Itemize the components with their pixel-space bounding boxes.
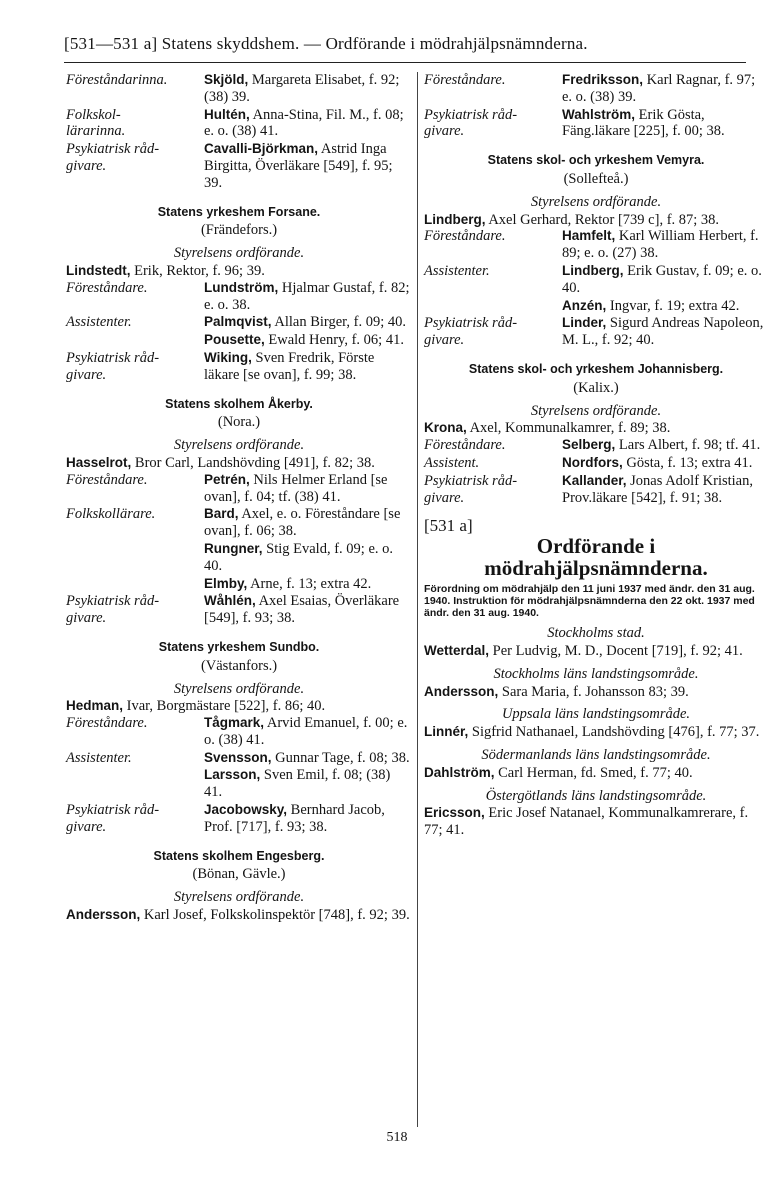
- person-name: Wetterdal,: [424, 642, 490, 658]
- person-name: Andersson,: [66, 907, 141, 923]
- person-details: Astrid Inga Birgitta, Överläkare [549], f. 95; 39.: [204, 141, 393, 191]
- person-details: Erik Gösta, Fäng.läkare [225], f. 00; 38.: [562, 106, 725, 140]
- chair-entry: [66, 698, 412, 715]
- person-details: Sigfrid Nathanael, Landshövding [476], f. 77; 37.: [468, 724, 760, 741]
- person-entry: [204, 715, 412, 749]
- role-label: [424, 315, 562, 349]
- person-name: Rungner,: [204, 540, 263, 556]
- person-details: Nils Helmer Erland [se ovan], f. 04; tf. (38) 41.: [204, 471, 388, 505]
- role-line: givare.: [424, 489, 465, 506]
- regulation-note: Förordning om mödrahjälp den 11 juni 1937 med ändr. den 31 aug. 1940. Instruktion för mödrahjälpsnämnderna den 22 okt. 1937 med ändr. den 31 aug. 1940.: [424, 583, 755, 620]
- role-label: [66, 506, 204, 540]
- person-details: Allan Birger, f. 09; 40.: [271, 314, 407, 331]
- role-line: Assistent.: [424, 454, 480, 471]
- entry-row: [66, 506, 412, 540]
- entry-row: [66, 141, 412, 191]
- chair-entry: [424, 684, 768, 701]
- role-line: Psykiatrisk råd-: [424, 106, 518, 123]
- person-entry: [562, 473, 768, 507]
- person-entry: [562, 455, 768, 472]
- role-line: Psykiatrisk råd-: [424, 315, 518, 332]
- role-line: Folkskollärare.: [66, 506, 156, 523]
- entry-row: [66, 750, 412, 767]
- person-name: Selberg,: [562, 437, 616, 453]
- person-entry: [204, 332, 412, 349]
- role-label: [66, 576, 204, 593]
- person-details: Karl Josef, Folkskolinspektör [748], f. 92; 39.: [140, 907, 410, 924]
- role-line: givare.: [66, 157, 107, 174]
- role-line: givare.: [66, 818, 107, 835]
- role-label: [66, 280, 204, 314]
- person-name: Lundström,: [204, 279, 279, 295]
- person-details: Per Ludvig, M. D., Docent [719], f. 92; 41.: [489, 642, 743, 659]
- person-entry: [562, 72, 768, 106]
- institution-heading: Statens yrkeshem Sundbo.: [158, 639, 320, 654]
- person-name: Tågmark,: [204, 715, 265, 731]
- entry-row: [424, 263, 768, 297]
- role-label: [424, 263, 562, 297]
- entry-row: [424, 72, 768, 106]
- person-entry: [204, 141, 412, 191]
- person-name: Lindberg,: [424, 211, 486, 227]
- person-details: Stig Evald, f. 09; e. o. 40.: [204, 540, 394, 574]
- person-details: Anna-Stina, Fil. M., f. 08; e. o. (38) 41.: [204, 106, 404, 140]
- entry-row: [66, 472, 412, 506]
- role-line: Föreståndare.: [66, 715, 148, 732]
- role-line: Föreståndare.: [424, 72, 506, 88]
- chair-entry: [424, 724, 768, 741]
- person-name: Bard,: [204, 506, 239, 522]
- person-entry: [204, 314, 412, 331]
- role-label: [424, 228, 562, 262]
- person-name: Linnér,: [424, 724, 469, 740]
- entry-row: [66, 332, 412, 349]
- person-details: Ingvar, f. 19; extra 42.: [606, 297, 740, 314]
- person-entry: [204, 472, 412, 506]
- institution-heading: Statens skol- och yrkeshem Vemyra.: [487, 153, 705, 168]
- entry-row: [66, 802, 412, 836]
- role-label: [66, 593, 204, 627]
- board-chair-heading: Styrelsens ordförande.: [530, 193, 662, 210]
- person-details: Gunnar Tage, f. 08; 38.: [271, 749, 410, 766]
- role-label: [424, 455, 562, 472]
- role-label: [66, 107, 204, 141]
- person-name: Palmqvist,: [204, 314, 272, 330]
- entry-row: [66, 280, 412, 314]
- role-label: [424, 107, 562, 141]
- role-label: [66, 715, 204, 749]
- entry-row: [424, 298, 768, 315]
- institution-heading: Statens skolhem Engesberg.: [153, 848, 325, 863]
- chair-entry: [424, 643, 768, 660]
- person-entry: [204, 107, 412, 141]
- role-line: Föreståndare.: [424, 437, 506, 454]
- role-line: Föreståndare.: [66, 279, 148, 296]
- person-name: Fredriksson,: [562, 72, 644, 87]
- person-name: Nordfors,: [562, 454, 623, 470]
- person-details: Bernhard Jacob, Prof. [717], f. 93; 38.: [204, 802, 385, 835]
- role-label: [424, 298, 562, 315]
- role-line: Assistenter.: [66, 314, 132, 331]
- person-entry: [204, 541, 412, 575]
- role-line: Assistenter.: [424, 262, 490, 279]
- section-number: [531 a]: [424, 516, 473, 536]
- person-details: Axel Gerhard, Rektor [739 c], f. 87; 38.: [485, 211, 720, 228]
- person-name: Hultén,: [204, 106, 250, 122]
- role-line: Psykiatrisk råd-: [66, 802, 160, 819]
- person-details: Sigurd Andreas Napoleon, M. L., f. 92; 40.: [562, 315, 764, 349]
- chair-entry: [66, 455, 412, 472]
- role-label: [66, 750, 204, 767]
- person-entry: [562, 437, 768, 454]
- role-line: Föreståndare.: [424, 228, 506, 245]
- role-line: Psykiatrisk råd-: [424, 472, 518, 489]
- person-details: Karl Ragnar, f. 97; e. o. (38) 39.: [562, 72, 756, 105]
- role-line: Psykiatrisk råd-: [66, 349, 160, 366]
- person-details: Axel, e. o. Föreståndare [se ovan], f. 06; 38.: [204, 506, 401, 540]
- board-chair-heading: Styrelsens ordförande.: [530, 402, 662, 419]
- board-chair-heading: Styrelsens ordförande.: [173, 437, 305, 454]
- role-label: [424, 473, 562, 507]
- person-details: Erik Gustav, f. 09; e. o. 40.: [562, 262, 762, 296]
- role-line: givare.: [66, 366, 107, 383]
- role-label: [424, 437, 562, 454]
- person-entry: [204, 802, 412, 836]
- entry-row: [66, 593, 412, 627]
- place-name: (Västanfors.): [200, 657, 278, 674]
- person-name: Wahlström,: [562, 106, 636, 122]
- person-name: Hamfelt,: [562, 228, 616, 244]
- role-line: Psykiatrisk råd-: [66, 593, 160, 610]
- person-details: Erik, Rektor, f. 96; 39.: [130, 262, 265, 279]
- person-entry: [204, 593, 412, 627]
- chair-entry: [66, 907, 412, 924]
- entry-row: [424, 437, 768, 454]
- board-chair-heading: Styrelsens ordförande.: [173, 680, 305, 697]
- person-name: Hedman,: [66, 698, 124, 714]
- person-details: Hjalmar Gustaf, f. 82; e. o. 38.: [204, 279, 410, 313]
- person-details: Karl William Herbert, f. 89; e. o. (27) 38.: [562, 228, 759, 262]
- role-label: [66, 767, 204, 801]
- region-heading: Södermanlands läns landstingsområde.: [481, 746, 711, 763]
- role-line: Föreståndarinna.: [66, 72, 168, 88]
- role-line: givare.: [424, 332, 465, 349]
- person-entry: [204, 350, 412, 384]
- entry-row: [66, 72, 412, 106]
- person-name: Jacobowsky,: [204, 802, 288, 818]
- section-title: Ordförande i mödrahjälpsnämnderna.: [484, 534, 708, 581]
- place-name: (Nora.): [217, 414, 261, 431]
- role-label: [66, 72, 204, 106]
- person-name: Linder,: [562, 315, 607, 331]
- person-entry: [204, 72, 412, 106]
- role-label: [66, 314, 204, 331]
- chair-entry: [66, 263, 412, 280]
- entry-row: [66, 107, 412, 141]
- role-line: Assistenter.: [66, 749, 132, 766]
- person-name: Ericsson,: [424, 805, 485, 821]
- person-entry: [562, 107, 768, 141]
- role-label: [66, 350, 204, 384]
- role-label: [424, 72, 562, 106]
- person-name: Kallander,: [562, 472, 627, 488]
- person-entry: [562, 315, 768, 349]
- person-details: Sven Fredrik, Förste läkare [se ovan], f. 99; 38.: [204, 349, 375, 383]
- place-name: (Frändefors.): [200, 222, 278, 239]
- place-name: (Kalix.): [573, 379, 619, 396]
- page-header: [531—531 a] Statens skyddshem. — Ordförande i mödrahjälpsnämnderna.: [64, 34, 588, 53]
- entry-row: [424, 473, 768, 507]
- region-heading: Stockholms läns landstingsområde.: [493, 665, 699, 682]
- person-entry: [204, 767, 412, 801]
- entry-row: [66, 350, 412, 384]
- entry-row: [66, 576, 412, 593]
- entry-row: [66, 314, 412, 331]
- left-column: [66, 72, 412, 924]
- person-name: Dahlström,: [424, 764, 495, 780]
- chair-entry: [424, 805, 768, 839]
- person-name: Anzén,: [562, 297, 607, 313]
- entry-row: [424, 455, 768, 472]
- person-details: Arvid Emanuel, f. 00; e. o. (38) 41.: [204, 715, 408, 748]
- institution-heading: Statens yrkeshem Forsane.: [157, 204, 321, 219]
- person-entry: [562, 228, 768, 262]
- board-chair-heading: Styrelsens ordförande.: [173, 889, 305, 906]
- person-details: Lars Albert, f. 98; tf. 41.: [615, 437, 761, 454]
- person-name: Lindberg,: [562, 262, 624, 278]
- role-label: [66, 541, 204, 575]
- board-chair-heading: Styrelsens ordförande.: [173, 245, 305, 262]
- role-line: lärarinna.: [66, 123, 126, 140]
- person-details: Arne, f. 13; extra 42.: [247, 575, 372, 592]
- person-details: Eric Josef Natanael, Kommunalkamrerare, f. 77; 41.: [424, 805, 749, 839]
- page-number: 518: [386, 1130, 408, 1145]
- role-label: [66, 141, 204, 191]
- institution-heading: Statens skol- och yrkeshem Johannisberg.: [468, 361, 724, 376]
- role-line: Folkskol-: [66, 106, 121, 123]
- role-line: Psykiatrisk råd-: [66, 141, 160, 158]
- person-name: Wiking,: [204, 349, 252, 365]
- column-divider: [417, 72, 418, 1127]
- person-name: Krona,: [424, 420, 467, 436]
- person-name: Svensson,: [204, 749, 272, 765]
- region-heading: Östergötlands läns landstingsområde.: [485, 787, 707, 804]
- person-name: Pousette,: [204, 332, 265, 348]
- person-entry: [204, 506, 412, 540]
- role-line: givare.: [66, 610, 107, 627]
- place-name: (Bönan, Gävle.): [192, 866, 286, 883]
- person-name: Skjöld,: [204, 72, 249, 87]
- person-details: Axel Esaias, Överläkare [549], f. 93; 38.: [204, 593, 400, 627]
- role-line: Föreståndare.: [66, 471, 148, 488]
- chair-entry: [424, 765, 768, 782]
- role-line: givare.: [424, 123, 465, 140]
- person-entry: [204, 750, 412, 767]
- person-entry: [562, 263, 768, 297]
- entry-row: [424, 315, 768, 349]
- region-heading: Uppsala läns landstingsområde.: [501, 706, 691, 723]
- person-name: Petrén,: [204, 471, 250, 487]
- person-details: Gösta, f. 13; extra 41.: [622, 454, 753, 471]
- role-label: [66, 472, 204, 506]
- region-heading: Stockholms stad.: [547, 625, 645, 642]
- person-entry: [562, 298, 768, 315]
- entry-row: [66, 715, 412, 749]
- role-label: [66, 332, 204, 349]
- person-name: Larsson,: [204, 767, 261, 783]
- person-details: Sara Maria, f. Johansson 83; 39.: [498, 683, 689, 700]
- person-name: Wåhlén,: [204, 593, 256, 609]
- person-entry: [204, 280, 412, 314]
- chair-entry: [424, 212, 768, 229]
- entry-row: [66, 541, 412, 575]
- person-name: Lindstedt,: [66, 262, 131, 278]
- chair-entry: [424, 420, 768, 437]
- role-label: [66, 802, 204, 836]
- person-details: Margareta Elisabet, f. 92; (38) 39.: [204, 72, 400, 105]
- person-name: Cavalli-Björkman,: [204, 141, 319, 157]
- institution-heading: Statens skolhem Åkerby.: [165, 396, 313, 411]
- person-name: Andersson,: [424, 683, 499, 699]
- person-entry: [204, 576, 412, 593]
- entry-row: [424, 107, 768, 141]
- person-details: Jonas Adolf Kristian, Prov.läkare [542], f. 91; 38.: [562, 472, 753, 506]
- entry-row: [66, 767, 412, 801]
- person-details: Sven Emil, f. 08; (38) 41.: [204, 767, 391, 801]
- person-name: Elmby,: [204, 575, 248, 591]
- person-name: Hasselrot,: [66, 454, 132, 470]
- person-details: Ivar, Borgmästare [522], f. 86; 40.: [123, 698, 326, 715]
- person-details: Ewald Henry, f. 06; 41.: [264, 332, 404, 349]
- person-details: Axel, Kommunalkamrer, f. 89; 38.: [466, 420, 671, 437]
- place-name: (Sollefteå.): [563, 170, 629, 187]
- header-rule: [64, 62, 746, 63]
- entry-row: [424, 228, 768, 262]
- right-column: [424, 72, 768, 839]
- person-details: Bror Carl, Landshövding [491], f. 82; 38.: [131, 454, 375, 471]
- person-details: Carl Herman, fd. Smed, f. 77; 40.: [494, 764, 693, 781]
